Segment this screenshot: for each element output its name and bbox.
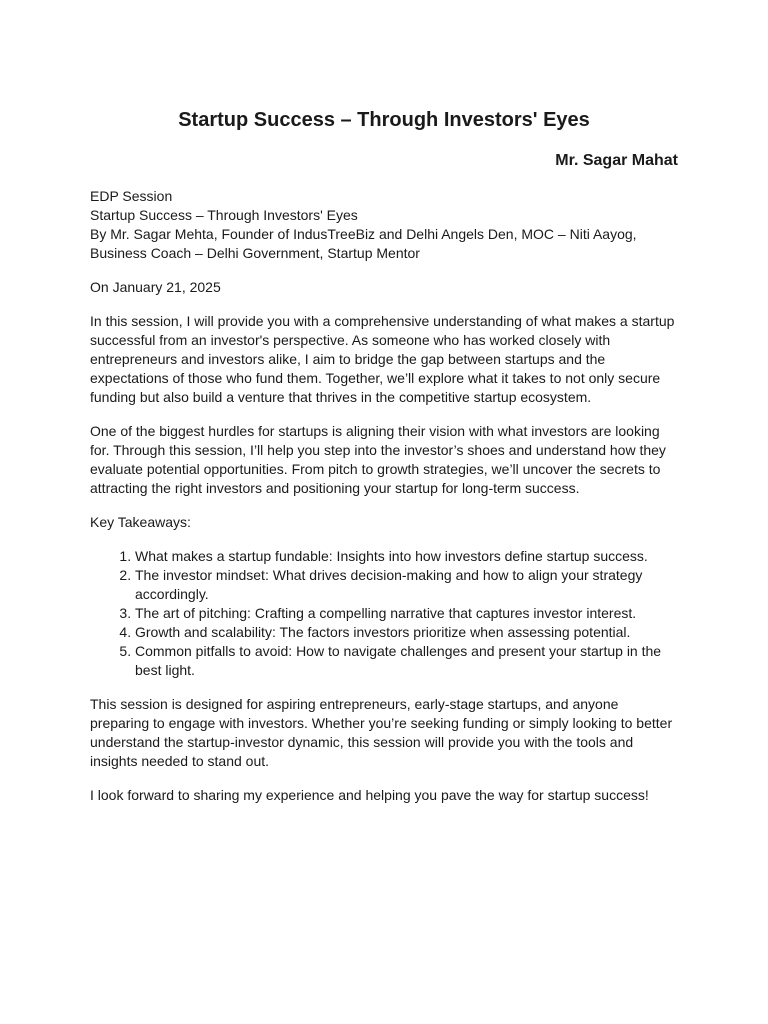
session-header bbox=[90, 187, 678, 263]
session-speaker: By Mr. Sagar Mehta, Founder of IndusTreeBiz and Delhi Angels Den, MOC – Niti Aayog, Business Coach – Delhi Government, Startup Mentor bbox=[90, 226, 637, 261]
takeaway-item: 5. Common pitfalls to avoid: How to navigate challenges and present your startup in the best light. bbox=[135, 642, 678, 680]
document-body bbox=[90, 187, 678, 820]
session-title: Startup Success – Through Investors' Eyes bbox=[90, 207, 358, 223]
author-name: Mr. Sagar Mahat bbox=[555, 152, 678, 169]
audience-paragraph: This session is designed for aspiring entrepreneurs, early-stage startups, and anyone preparing to engage with investors. Whether you’re seeking funding or simply looking to better understand the startup-investor dynamic, this session will provide you with the tools and insights needed to stand out. bbox=[90, 696, 673, 769]
closing-paragraph: I look forward to sharing my experience and helping you pave the way for startup success! bbox=[90, 787, 649, 803]
takeaway-item: 4. Growth and scalability: The factors investors prioritize when assessing potential. bbox=[135, 623, 678, 642]
hurdles-paragraph: One of the biggest hurdles for startups is aligning their vision with what investors are looking for. Through this session, I’ll help you step into the investor’s shoes and understand how they evaluate potential opportunities. From pitch to growth strategies, we’ll uncover the secrets to attracting the right investors and positioning your startup for long-term success. bbox=[90, 423, 666, 496]
intro-paragraph: In this session, I will provide you with a comprehensive understanding of what makes a startup successful from an investor's perspective. As someone who has worked closely with entrepreneurs and investors alike, I aim to bridge the gap between startups and the expectations of those who fund them. Together, we’ll explore what it takes to not only secure funding but also build a venture that thrives in the competitive startup ecosystem. bbox=[90, 313, 675, 405]
document-title: Startup Success – Through Investors' Eyes bbox=[178, 109, 590, 131]
takeaways-list bbox=[90, 547, 678, 680]
takeaway-item: 3. The art of pitching: Crafting a compelling narrative that captures investor interest. bbox=[135, 604, 678, 623]
takeaways-heading: Key Takeaways: bbox=[90, 514, 191, 530]
takeaway-item: 1. What makes a startup fundable: Insights into how investors define startup success. bbox=[135, 547, 678, 566]
takeaway-item: 2. The investor mindset: What drives decision-making and how to align your strategy accordingly. bbox=[135, 566, 678, 604]
session-date: On January 21, 2025 bbox=[90, 279, 221, 295]
session-type: EDP Session bbox=[90, 188, 173, 204]
